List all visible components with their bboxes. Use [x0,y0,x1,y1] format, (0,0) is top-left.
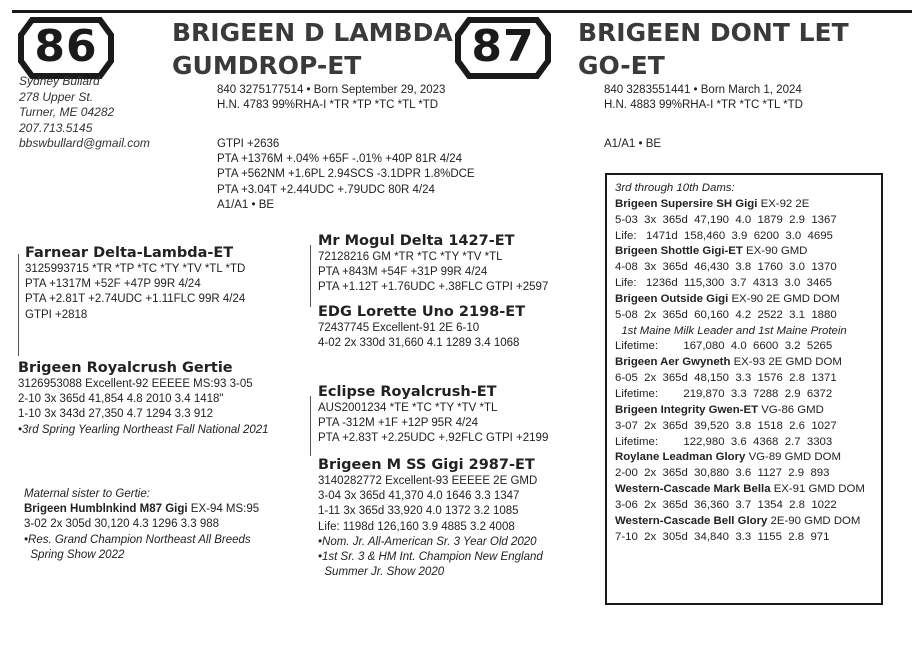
animal-name-line1: BRIGEEN DONT LET [578,18,849,47]
registration-line: 840 3275177514 • Born September 29, 2023 [217,84,446,96]
dam-note: •Nom. Jr. All-American Sr. 3 Year Old 2020 [318,535,537,548]
dam-entry-score: VG-86 GMD [758,403,824,416]
dams-box [605,173,883,605]
dam-entry-name: Brigeen Integrity Gwen-ET [615,403,759,416]
dam-record: 3-04 3x 365d 41,370 4.0 1646 3.3 1347 [318,490,520,503]
dam-entry-name: Brigeen Outside Gigi [615,292,729,305]
dam-entry-record: 7-10 2x 305d 34,840 3.3 1155 2.8 971 [615,530,830,543]
mgs-name: Mr Mogul Delta 1427-ET [318,233,515,249]
lot-87-id-block [604,83,803,113]
mgs-line: PTA +1.12T +1.76UDC +.38FLC GTPI +2597 [318,281,549,294]
sire-line: PTA -312M +1F +12P 95R 4/24 [318,417,479,430]
herd-number-line: H.N. 4783 99%RHA-I *TR *TP *TC *TL *TD [217,99,439,112]
dam-entry-score: 2E-90 GMD DOM [767,514,861,527]
dam-entry-heading [615,450,881,466]
dam-name: Brigeen M SS Gigi 2987-ET [318,457,535,473]
sire-name: Eclipse Royalcrush-ET [318,384,497,400]
dam-line: 3140282772 Excellent-93 EEEEE 2E GMD [318,475,538,487]
lot-86-genomics [217,137,475,213]
dam-entry-score: EX-93 2E GMD DOM [730,356,842,369]
pedigree-bracket [310,396,311,456]
sire-line: 3125993715 *TR *TP *TC *TY *TV *TL *TD [25,263,246,275]
dam-line: 3126953088 Excellent-92 EEEEE MS:93 3-05 [18,378,253,390]
animal-name-line2: GO-ET [578,51,665,80]
dams-heading: 3rd through 10th Dams: [615,182,735,194]
maternal-note: •Res. Grand Champion Northeast All Breeds [24,533,251,546]
pedigree-bracket [310,245,311,307]
dam-record: 2-10 3x 365d 41,854 4.8 2010 3.4 1418" [18,393,224,406]
dam-entry-heading [615,482,881,498]
dam-entry-heading [615,514,881,530]
registration-line: 840 3283551441 • Born March 1, 2024 [604,84,802,96]
pta-line: PTA +1376M +.04% +65F -.01% +40P 81R 4/24 [217,153,463,166]
dam-entry-note: 1st Maine Milk Leader and 1st Maine Protein [615,324,847,337]
dam-entry-heading [615,403,881,419]
granddam-line: 72437745 Excellent-91 2E 6-10 [318,322,480,334]
lot-87-dam [318,456,543,580]
top-rule [12,10,912,13]
dam-note: •1st Sr. 3 & HM Int. Champion New England [318,551,543,564]
dam-entry-name: Brigeen Supersire SH Gigi [615,197,758,210]
pta-line: PTA +562NM +1.6PL 2.94SCS -3.1DPR 1.8%DCE [217,168,475,181]
dam-entry-record: 5-08 2x 365d 60,160 4.2 2522 3.1 1880 [615,308,837,321]
dam-entry-record: Life: 1471d 158,460 3.9 6200 3.0 4695 [615,229,833,242]
maternal-score: EX-94 MS:95 [187,503,260,516]
dam-entry-record: 4-08 3x 365d 46,430 3.8 1760 3.0 1370 [615,261,837,274]
maternal-note: Spring Show 2022 [24,548,125,561]
dam-note: •3rd Spring Yearling Northeast Fall National 2021 [18,423,269,436]
dam-entry-record: 3-06 2x 365d 36,360 3.7 1354 2.8 1022 [615,498,837,511]
sire-line: GTPI +2818 [25,308,88,321]
granddam-name: EDG Lorette Uno 2198-ET [318,304,526,320]
lot-86-granddam [318,303,525,351]
dam-entry-name: Brigeen Aer Gwyneth [615,356,731,369]
maternal-heading: Maternal sister to Gertie: [24,488,150,500]
lot-87-sire [318,383,548,447]
granddam-record: 4-02 2x 330d 31,660 4.1 1289 3.4 1068 [318,337,520,350]
dam-name: Brigeen Royalcrush Gertie [18,360,233,376]
consignor-street: 278 Upper St. [19,89,94,104]
consignor-phone: 207.713.5145 [19,120,93,135]
dam-lifetime: Life: 1198d 126,160 3.9 4885 3.2 4008 [318,520,515,533]
consignor-city: Turner, ME 04282 [19,105,115,119]
a2-beta-line: A1/A1 • BE [217,198,275,211]
dam-entry-record: Lifetime: 219,870 3.3 7288 2.9 6372 [615,387,833,400]
mgs-line: 72128216 GM *TR *TC *TY *TV *TL [318,251,503,263]
lot-87-badge [455,17,551,79]
sire-line: PTA +2.81T +2.74UDC +1.11FLC 99R 4/24 [25,293,246,306]
dam-record: 1-11 3x 365d 33,920 4.0 1372 3.2 1085 [318,505,519,518]
sire-line: PTA +2.83T +2.25UDC +.92FLC GTPI +2199 [318,432,549,445]
dam-entry-score: VG-89 GMD DOM [745,451,841,464]
dam-entry-record: 5-03 3x 365d 47,190 4.0 1879 2.9 1367 [615,213,837,226]
dam-entry-heading [615,292,881,308]
lot-86-maternal-grandsire [318,232,548,296]
dam-entry-record: Lifetime: 167,080 4.0 6600 3.2 5265 [615,340,833,353]
pta-line: PTA +3.04T +2.44UDC +.79UDC 80R 4/24 [217,183,435,196]
gtpi-line: GTPI +2636 [217,138,280,150]
dam-entry-score: EX-91 GMD DOM [770,483,865,496]
consignor-name: Sydney Bullard [19,74,100,88]
dam-entry-heading [615,244,881,260]
pedigree-bracket [18,254,19,356]
lot-number: 87 [471,21,535,72]
dam-entry-heading [615,355,881,371]
lot-86-badge [18,17,114,79]
dam-entry-record: Life: 1236d 115,300 3.7 4313 3.0 3465 [615,277,833,290]
maternal-sister-block [24,487,259,563]
dam-entry-record: 2-00 2x 365d 30,880 3.6 1127 2.9 893 [615,467,830,480]
dam-entry-record: 6-05 2x 365d 48,150 3.3 1576 2.8 1371 [615,372,837,385]
dam-note: Summer Jr. Show 2020 [318,566,445,579]
dam-entry-score: EX-90 GMD [742,245,808,258]
dam-entry-name: Western-Cascade Mark Bella [615,483,771,496]
lot-86-id-block [217,83,445,113]
maternal-name-line [24,502,259,517]
animal-name-line2: GUMDROP-ET [172,51,362,80]
mgs-line: PTA +843M +54F +31P 99R 4/24 [318,266,488,279]
dam-entry-name: Western-Cascade Bell Glory [615,514,768,527]
a2-beta-line: A1/A1 • BE [604,138,662,150]
dam-entry-score: EX-90 2E GMD DOM [728,292,840,305]
lot-86-dam [18,359,269,438]
sire-name: Farnear Delta-Lambda-ET [25,245,234,261]
lot-86-animal-name [172,16,453,82]
lot-86-sire [25,244,245,323]
maternal-record: 3-02 2x 305d 30,120 4.3 1296 3.3 988 [24,518,220,531]
lot-number: 86 [34,21,98,72]
dam-entry-score: EX-92 2E [757,197,810,210]
herd-number-line: H.N. 4883 99%RHA-I *TR *TC *TL *TD [604,99,803,112]
dam-entry-record: Lifetime: 122,980 3.6 4368 2.7 3303 [615,435,833,448]
dams-list [615,197,881,546]
sire-line: PTA +1317M +52F +47P 99R 4/24 [25,278,201,291]
sire-line: AUS2001234 *TE *TC *TY *TV *TL [318,402,498,414]
consignor-block [19,74,150,152]
dam-entry-record: 3-07 2x 365d 39,520 3.8 1518 2.6 1027 [615,419,837,432]
dam-record: 1-10 3x 343d 27,350 4.7 1294 3.3 912 [18,408,214,421]
animal-name-line1: BRIGEEN D LAMBDA [172,18,453,47]
dam-entry-heading [615,197,881,213]
dam-entry-name: Roylane Leadman Glory [615,451,746,464]
lot-87-animal-name [578,16,849,82]
dam-entry-name: Brigeen Shottle Gigi-ET [615,245,743,258]
maternal-name: Brigeen Humblnkind M87 Gigi [24,503,188,516]
consignor-email: bbswbullard@gmail.com [19,136,150,150]
